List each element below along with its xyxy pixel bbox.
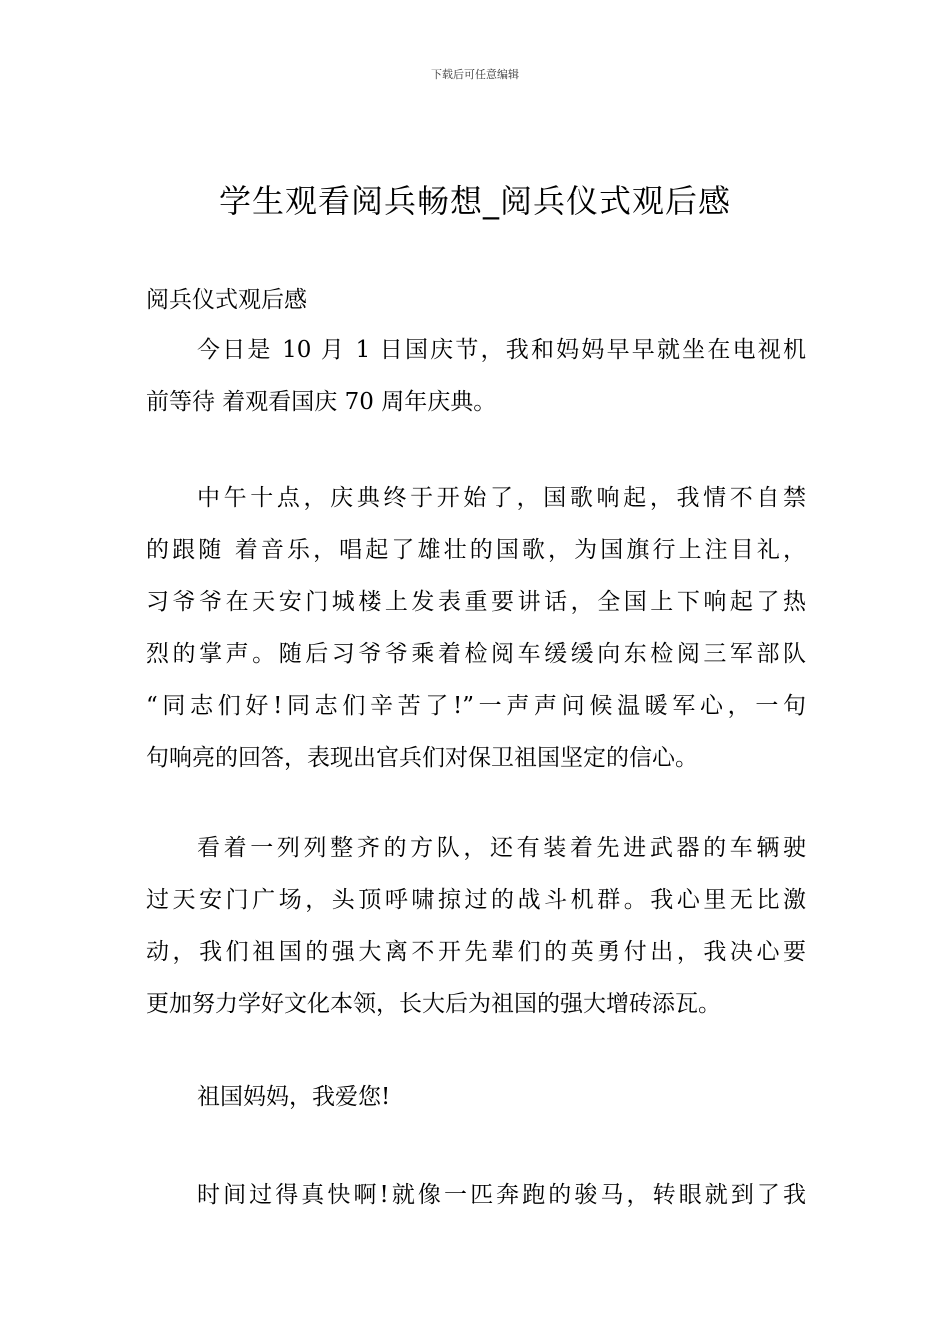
header-note: 下载后可任意编辑 [431,68,519,81]
paragraph-line: 看着一列列整齐的方队，还有装着先进武器的车辆驶 [197,835,806,861]
paragraph-1 [146,324,806,428]
paragraph-line: 烈的掌声。随后习爷爷乘着检阅车缓缓向东检阅三军部队 [146,641,806,667]
paragraph-line: 动，我们祖国的强大离不开先辈们的英勇付出，我决心要 [146,939,806,965]
paragraph-line: 句响亮的回答，表现出官兵们对保卫祖国坚定的信心。 [146,745,698,771]
paragraph-line: 更加努力学好文化本领，长大后为祖国的强大增砖添瓦。 [146,991,721,1017]
paragraph-line: 时间过得真快啊!就像一匹奔跑的骏马，转眼就到了我 [197,1182,806,1208]
paragraph-line: 的跟随 着音乐，唱起了雄壮的国歌，为国旗行上注目礼， [146,537,806,563]
paragraph-3 [146,822,806,1030]
paragraph-line: 习爷爷在天安门城楼上发表重要讲话，全国上下响起了热 [146,589,806,615]
paragraph-line: 过天安门广场，头顶呼啸掠过的战斗机群。我心里无比激 [146,887,806,913]
paragraph-line: 前等待 着观看国庆 70 周年庆典。 [146,389,497,415]
section-subtitle: 阅兵仪式观后感 [146,287,307,313]
paragraph-5 [146,1169,806,1221]
paragraph-line: 中午十点，庆典终于开始了，国歌响起，我情不自禁 [197,485,806,511]
document-title: 学生观看阅兵畅想_阅兵仪式观后感 [218,182,731,220]
paragraph-line: “同志们好!同志们辛苦了!”一声声问候温暖军心，一句 [146,693,806,719]
paragraph-line: 今日是 10 月 1 日国庆节，我和妈妈早早就坐在电视机 [197,337,806,363]
paragraph-4 [146,1071,806,1123]
paragraph-2 [146,472,806,784]
paragraph-line: 祖国妈妈，我爱您! [197,1084,391,1110]
